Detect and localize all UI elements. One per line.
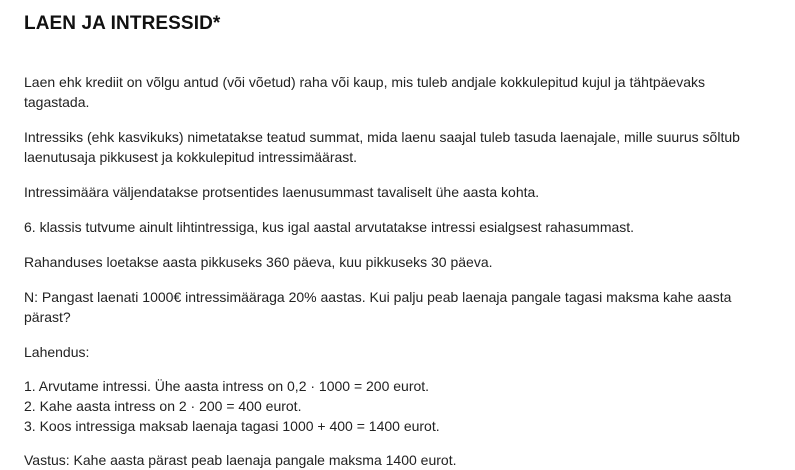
solution-step-2: 2. Kahe aasta intress on 2 · 200 = 400 eurot. (24, 398, 302, 414)
paragraph-year-length: Rahanduses loetakse aasta pikkuseks 360 päeva, kuu pikkuseks 30 päeva. (24, 254, 493, 270)
page-title: LAEN JA INTRESSID* (24, 13, 221, 34)
paragraph-simple-interest: 6. klassis tutvume ainult lihtintressiga, kus igal aastal arvutatakse intressi esialgsest rahasummast. (24, 219, 635, 235)
paragraph-definition-interest: Intressiks (ehk kasvikuks) nimetatakse teatud summat, mida laenu saajal tuleb tasuda laenajale, mille suurus sõltub laenutusaja pikkusest ja kokkulepitud intressimäärast. (24, 129, 740, 165)
solution-steps (24, 376, 771, 436)
solution-step-3: 3. Koos intressiga maksab laenaja tagasi 1000 + 400 = 1400 eurot. (24, 418, 440, 434)
paragraph-definition-loan: Laen ehk krediit on võlgu antud (või võetud) raha või kaup, mis tuleb andjale kokkulepitud kujul ja tähtpäevaks tagastada. (24, 74, 705, 110)
paragraph-answer: Vastus: Kahe aasta pärast peab laenaja pangale maksma 1400 eurot. (24, 452, 457, 468)
paragraph-example: N: Pangast laenati 1000€ intressimääraga 20% aastas. Kui palju peab laenaja pangale tagasi maksma kahe aasta pärast? (24, 289, 732, 325)
document-body (24, 72, 771, 470)
paragraph-interest-rate: Intressimäära väljendatakse protsentides laenusummast tavaliselt ühe aasta kohta. (24, 184, 540, 200)
paragraph-solution-label: Lahendus: (24, 344, 90, 360)
solution-step-1: 1. Arvutame intressi. Ühe aasta intress on 0,2 · 1000 = 200 eurot. (24, 378, 430, 394)
